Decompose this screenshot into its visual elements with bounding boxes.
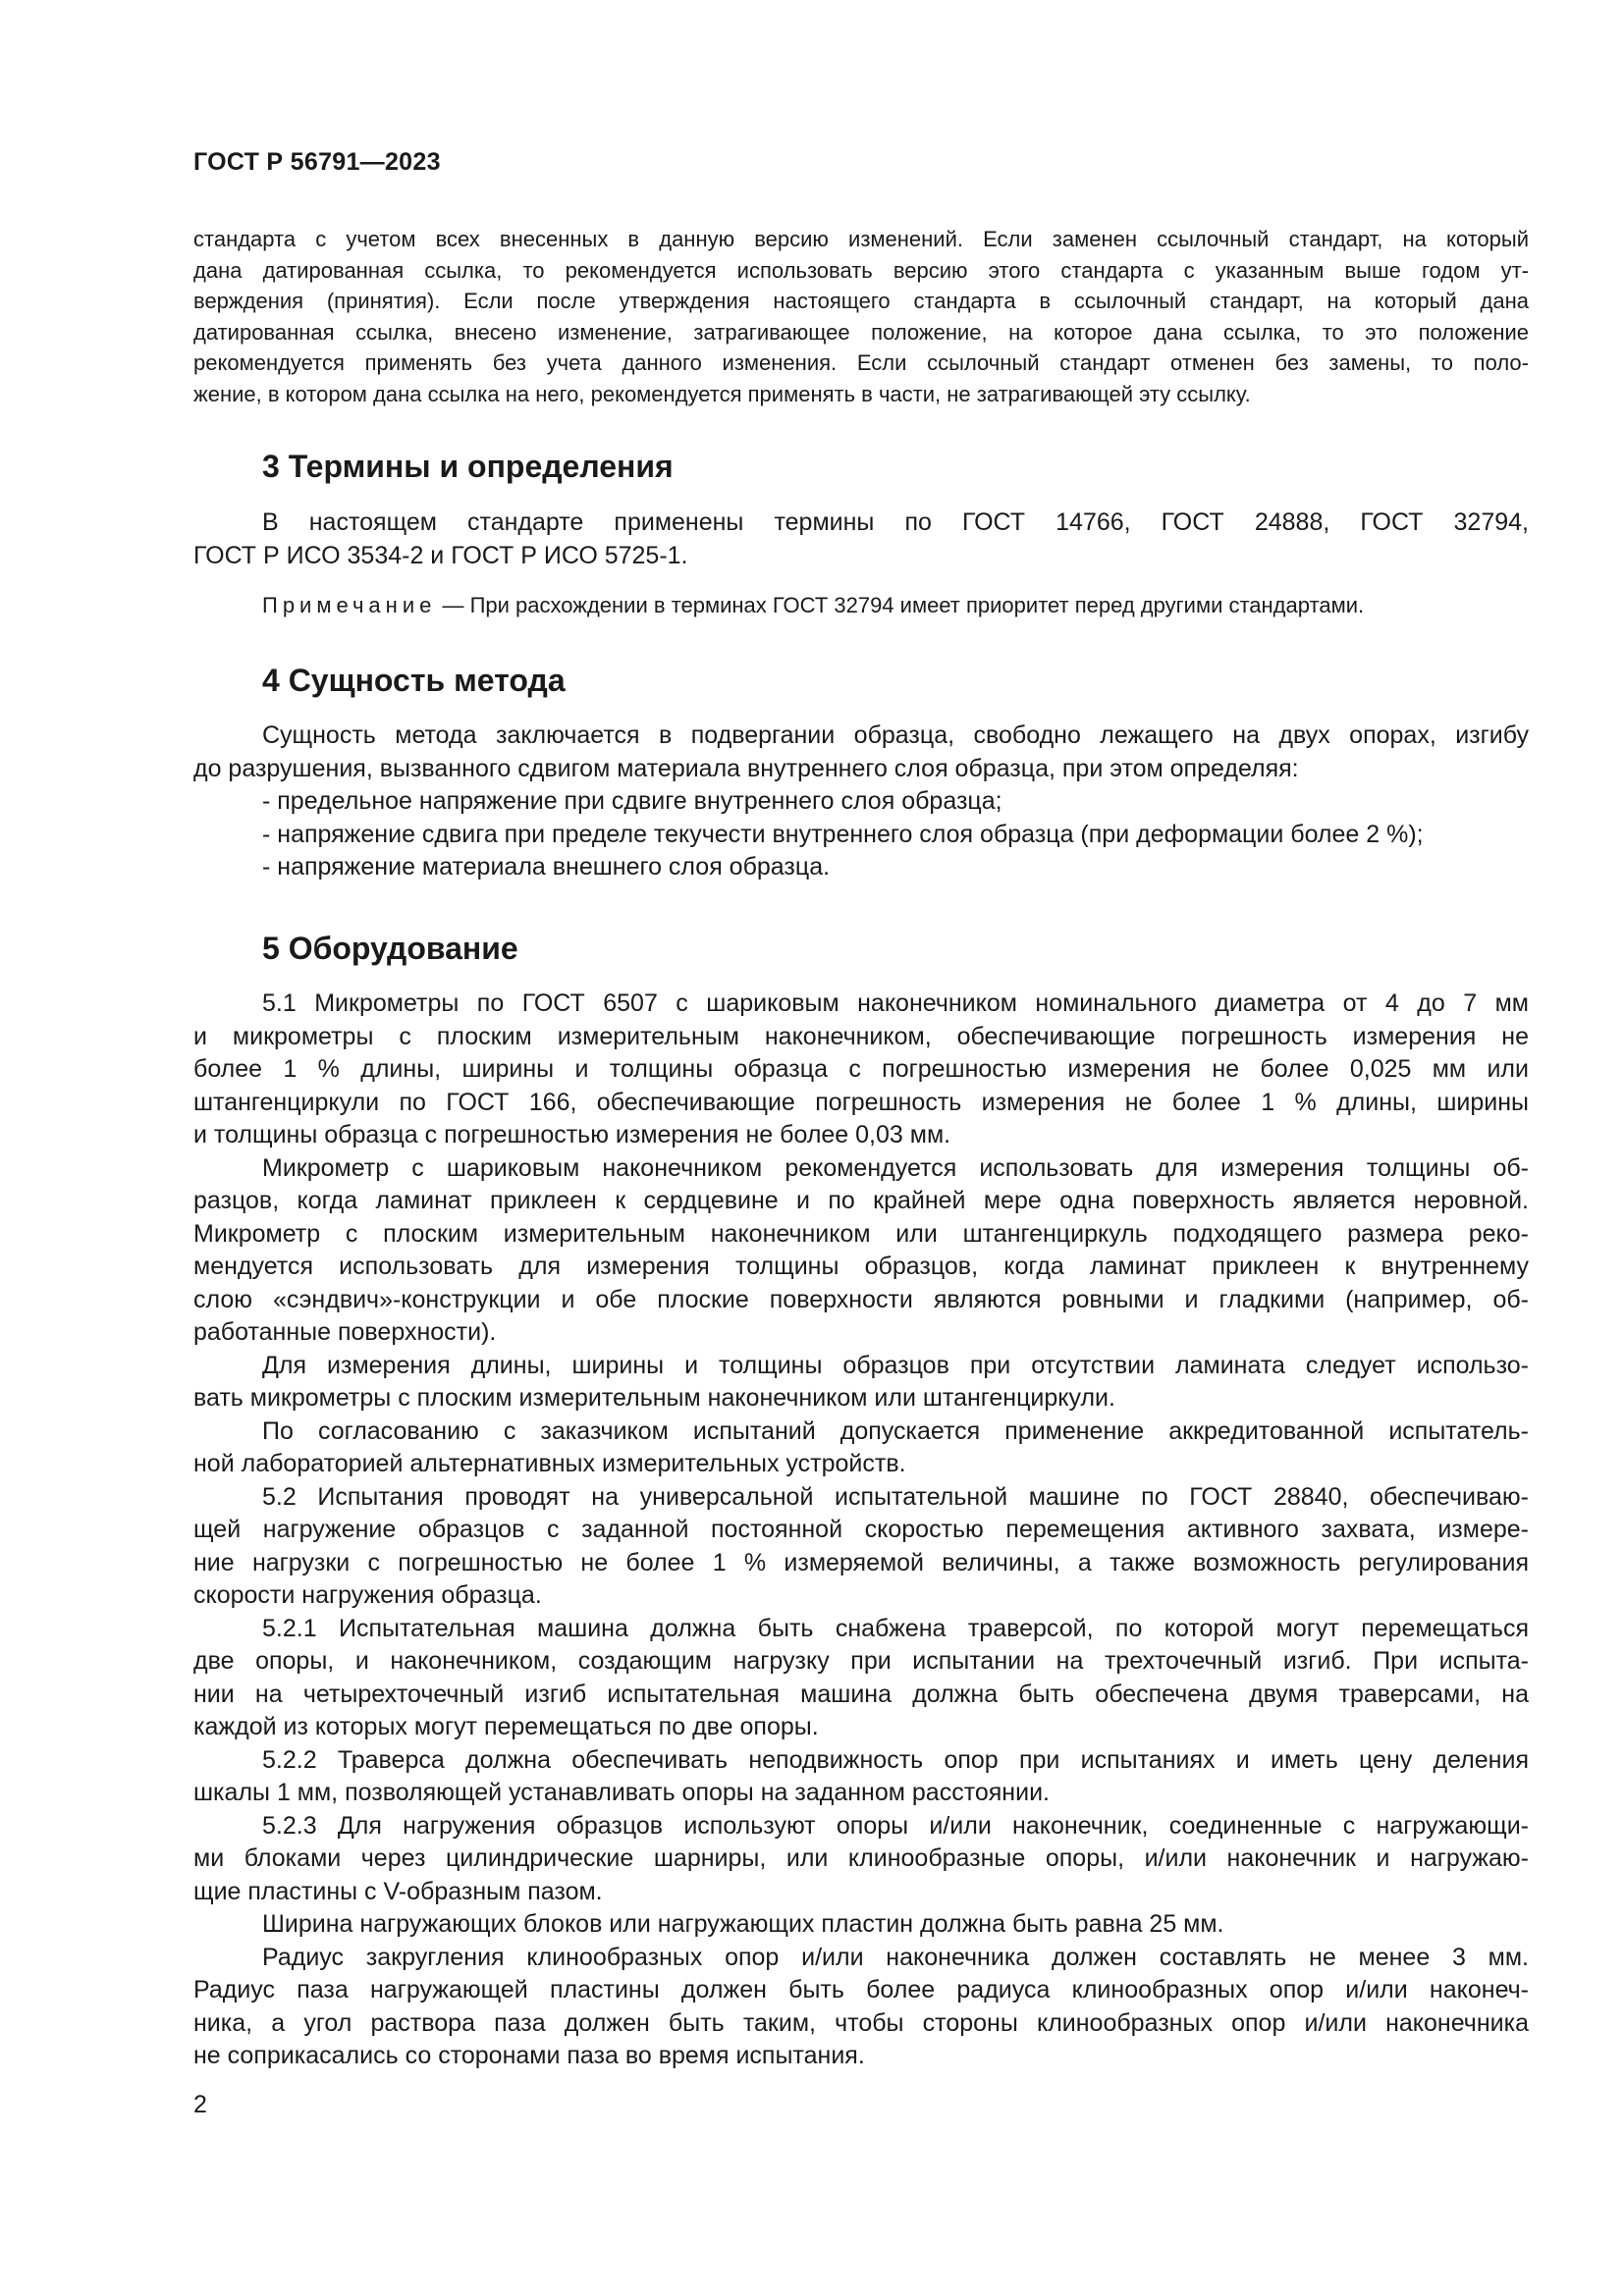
text-line: вать микрометры с плоским измерительным наконечником или штангенциркули. (193, 1384, 1115, 1412)
text-line: щей нагружение образцов с заданной постоянной скоростью перемещения активного захвата, измере- (193, 1516, 1529, 1543)
text-line: ника, а угол раствора паза должен быть таким, чтобы стороны клинообразных опор и/или наконечника (193, 2008, 1529, 2037)
list-item: - напряжение материала внешнего слоя образца. (262, 853, 831, 881)
text-line: ние нагрузки с погрешностью не более 1 % измеряемой величины, а также возможность регулирования (193, 1548, 1529, 1576)
text-line: верждения (принятия). Если после утверждения настоящего стандарта в ссылочный стандарт, на который дана (193, 289, 1529, 313)
section-3-heading: 3 Термины и определения (262, 449, 674, 484)
note-text: — При расхождении в терминах ГОСТ 32794 имеет приоритет перед другими стандартами. (436, 593, 1365, 617)
text-line: скорости нагружения образца. (193, 1581, 542, 1609)
text-line: шкалы 1 мм, позволяющей устанавливать опоры на заданном расстоянии. (193, 1779, 1050, 1806)
note (262, 593, 1529, 618)
text-line: не соприкасались со сторонами паза во время испытания. (193, 2042, 865, 2069)
note-label: Примечание (262, 593, 437, 617)
list-item: - напряжение сдвига при пределе текучести внутреннего слоя образца (при деформации более 2 %); (262, 820, 1424, 848)
text-line: две опоры, и наконечником, создающим нагрузку при испытании на трехточечный изгиб. При испыта- (193, 1647, 1529, 1675)
text-line: работанные поверхности). (193, 1318, 497, 1346)
document-code-header: ГОСТ Р 56791—2023 (193, 148, 441, 176)
text-line: штангенциркули по ГОСТ 166, обеспечивающие погрешность измерения не более 1 % длины, ширины (193, 1088, 1529, 1116)
text-line: разцов, когда ламинат приклеен к сердцевине и по крайней мере одна поверхность является неровной. (193, 1187, 1529, 1214)
text-line: Микрометр с шариковым наконечником рекомендуется использовать для измерения толщины об- (262, 1153, 1529, 1182)
text-line: стандарта с учетом всех внесенных в данную версию изменений. Если заменен ссылочный стандарт, на который (193, 227, 1529, 251)
text-line: 5.2.1 Испытательная машина должна быть снабжена траверсой, по которой могут перемещаться (262, 1614, 1529, 1642)
text-line: Радиус закругления клинообразных опор и/или наконечника должен составлять не менее 3 мм. (262, 1943, 1529, 1971)
text-line: Микрометр с плоским измерительным наконечником или штангенциркуль подходящего размера реко- (193, 1219, 1529, 1248)
text-line: и микрометры с плоским измерительным наконечником, обеспечивающие погрешность измерения не (193, 1022, 1529, 1050)
section-5-heading: 5 Оборудование (262, 931, 518, 966)
text-line: По согласованию с заказчиком испытаний допускается применение аккредитованной испытатель- (262, 1416, 1529, 1445)
text-line: ГОСТ Р ИСО 3534-2 и ГОСТ Р ИСО 5725-1. (193, 541, 688, 569)
text-line: нии на четырехточечный изгиб испытательная машина должна быть обеспечена двумя траверсами, на (193, 1680, 1529, 1708)
text-line: датированная ссылка, внесено изменение, затрагивающее положение, на которое дана ссылка, то это положение (193, 319, 1529, 345)
text-line: Сущность метода заключается в подвергании образца, свободно лежащего на двух опорах, изгибу (262, 721, 1529, 749)
page-number: 2 (193, 2091, 207, 2118)
text-line: Ширина нагружающих блоков или нагружающих пластин должна быть равна 25 мм. (262, 1910, 1224, 1938)
text-line: 5.1 Микрометры по ГОСТ 6507 с шариковым наконечником номинального диаметра от 4 до 7 мм (262, 989, 1529, 1017)
text-line: Для измерения длины, ширины и толщины образцов при отсутствии ламината следует использо- (262, 1351, 1529, 1379)
text-line: до разрушения, вызванного сдвигом материала внутреннего слоя образца, при этом определяя: (193, 754, 1299, 782)
text-line: 5.2.3 Для нагружения образцов используют опоры и/или наконечник, соединенные с нагружающи- (262, 1811, 1529, 1840)
text-line: каждой из которых могут перемещаться по две опоры. (193, 1713, 819, 1740)
text-line: более 1 % длины, ширины и толщины образца с погрешностью измерения не более 0,025 мм или (193, 1055, 1529, 1083)
list-item: - предельное напряжение при сдвиге внутреннего слоя образца; (262, 787, 1002, 815)
intro-paragraph (193, 224, 1529, 409)
text-line: щие пластины с V-образным пазом. (193, 1877, 603, 1905)
text-line: ми блоками через цилиндрические шарниры, или клинообразные опоры, и/или наконечник и нагружаю- (193, 1844, 1529, 1872)
text-line: 5.2 Испытания проводят на универсальной испытательной машине по ГОСТ 28840, обеспечиваю- (262, 1482, 1529, 1511)
text-line: дана датированная ссылка, то рекомендуется использовать версию этого стандарта с указанным выше годом ут- (193, 257, 1529, 283)
text-line: и толщины образца с погрешностью измерения не более 0,03 мм. (193, 1121, 951, 1148)
text-line: рекомендуется применять без учета данного изменения. Если ссылочный стандарт отменен без замены, то поло- (193, 350, 1529, 375)
text-line: Радиус паза нагружающей пластины должен быть более радиуса клинообразных опор и/или наконеч- (193, 1976, 1529, 2003)
section-3-body (193, 507, 1529, 572)
text-line: 5.2.2 Траверса должна обеспечивать неподвижность опор при испытаниях и иметь цену деления (262, 1745, 1529, 1774)
section-5-body (193, 988, 1529, 2073)
text-line: мендуется использовать для измерения толщины образцов, когда ламинат приклеен к внутреннему (193, 1253, 1529, 1280)
text-line: ной лабораторией альтернативных измерительных устройств. (193, 1450, 906, 1477)
text-line: В настоящем стандарте применены термины по ГОСТ 14766, ГОСТ 24888, ГОСТ 32794, (262, 508, 1529, 536)
text-line: слою «сэндвич»-конструкции и обе плоские поверхности являются ровными и гладкими (например, об- (193, 1285, 1529, 1313)
text-line: жение, в котором дана ссылка на него, рекомендуется применять в части, не затрагивающей эту ссылку. (193, 381, 1251, 406)
section-4-heading: 4 Сущность метода (262, 663, 566, 698)
section-4-body (193, 720, 1529, 884)
